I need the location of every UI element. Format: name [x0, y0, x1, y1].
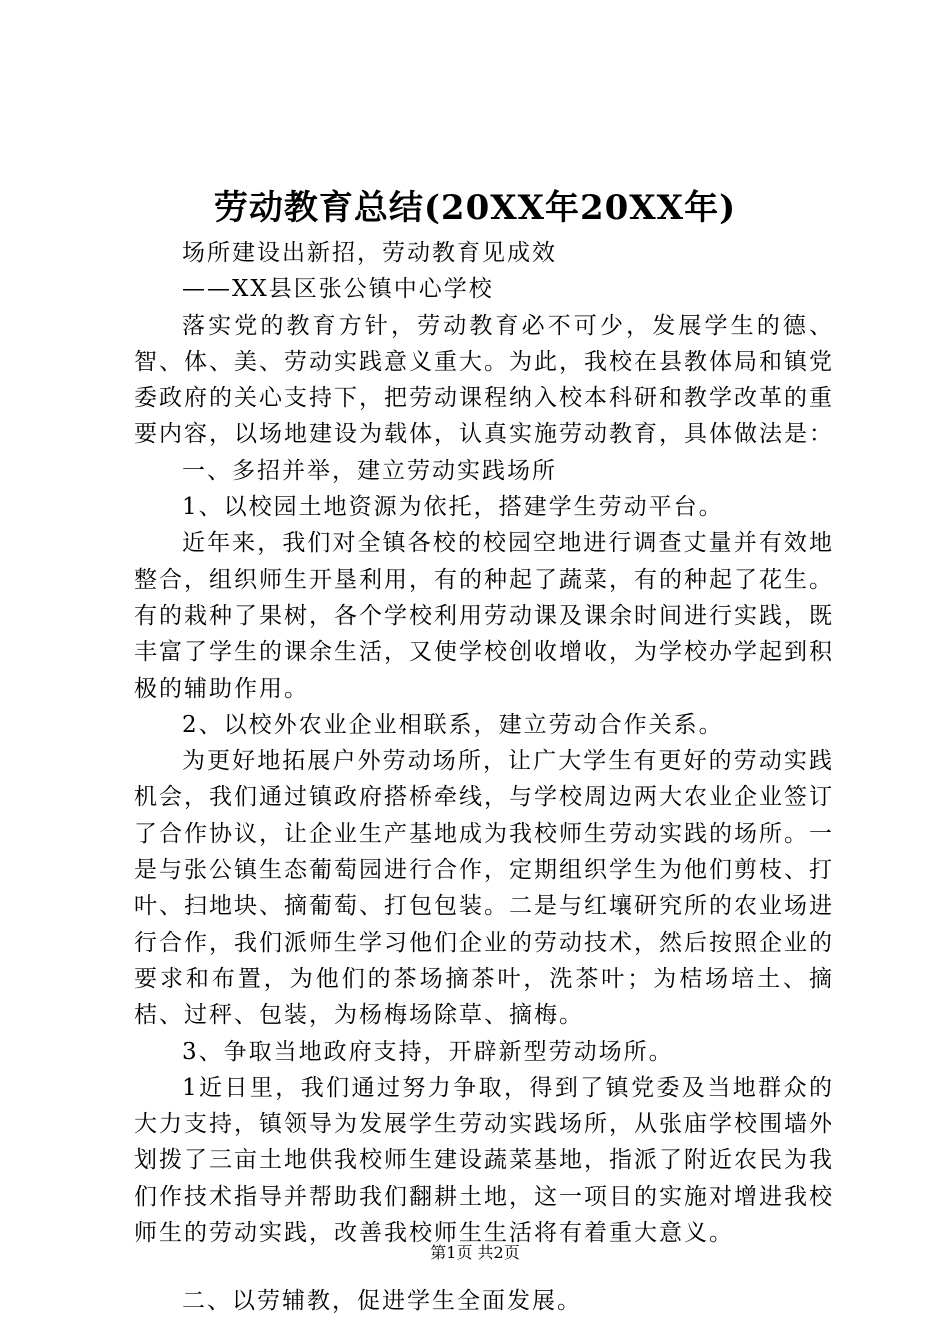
body-paragraph: 落实党的教育方针，劳动教育必不可少，发展学生的德、智、体、美、劳动实践意义重大。为此，我校在县教体局和镇党委政府的关心支持下，把劳动课程纳入校本科研和教学改革的重要内容，以场地建设为载体，认真实施劳动教育，具体做法是：: [134, 312, 834, 448]
body-paragraph: 为更好地拓展户外劳动场所，让广大学生有更好的劳动实践机会，我们通过镇政府搭桥牵线，与学校周边两大农业企业签订了合作协议，让企业生产基地成为我校师生劳动实践的场所。一是与张公镇生态葡萄园进行合作，定期组织学生为他们剪枝、打叶、扫地块、摘葡萄、打包包装。二是与红壤研究所的农业场进行合作，我们派师生学习他们企业的劳动技术，然后按照企业的要求和布置，为他们的茶场摘茶叶，洗茶叶；为桔场培土、摘桔、过秤、包装，为杨梅场除草、摘梅。: [134, 748, 834, 1029]
section-heading: 二、以劳辅教，促进学生全面发展。: [182, 1288, 582, 1315]
subtitle-line: 场所建设出新招，劳动教育见成效: [182, 240, 557, 266]
body-paragraph: 近年来，我们对全镇各校的校园空地进行调查丈量并有效地整合，组织师生开垦利用，有的种起了蔬菜，有的种起了花生。有的栽种了果树，各个学校利用劳动课及课余时间进行实践，既丰富了学生的课余生活，又使学校创收增收，为学校办学起到积极的辅助作用。: [134, 530, 834, 702]
author-line: ——XX县区张公镇中心学校: [182, 276, 494, 303]
subsection-heading: 3、争取当地政府支持，开辟新型劳动场所。: [182, 1038, 674, 1065]
body-paragraph: 1近日里，我们通过努力争取，得到了镇党委及当地群众的大力支持，镇领导为发展学生劳动实践场所，从张庙学校围墙外划拨了三亩土地供我校师生建设蔬菜基地，指派了附近农民为我们作技术指导并帮助我们翻耕土地，这一项目的实施对增进我校师生的劳动实践，改善我校师生生活将有着重大意义。: [134, 1074, 834, 1247]
page-footer: 第1页 共2页: [430, 1243, 520, 1262]
section-heading: 一、多招并举，建立劳动实践场所: [182, 457, 557, 484]
subsection-heading: 1、以校园土地资源为依托，搭建学生劳动平台。: [182, 494, 724, 521]
document-body: [134, 235, 834, 1320]
subsection-heading: 2、以校外农业企业相联系，建立劳动合作关系。: [182, 711, 724, 738]
document-title: 劳动教育总结(20XX年20XX年): [213, 188, 737, 228]
